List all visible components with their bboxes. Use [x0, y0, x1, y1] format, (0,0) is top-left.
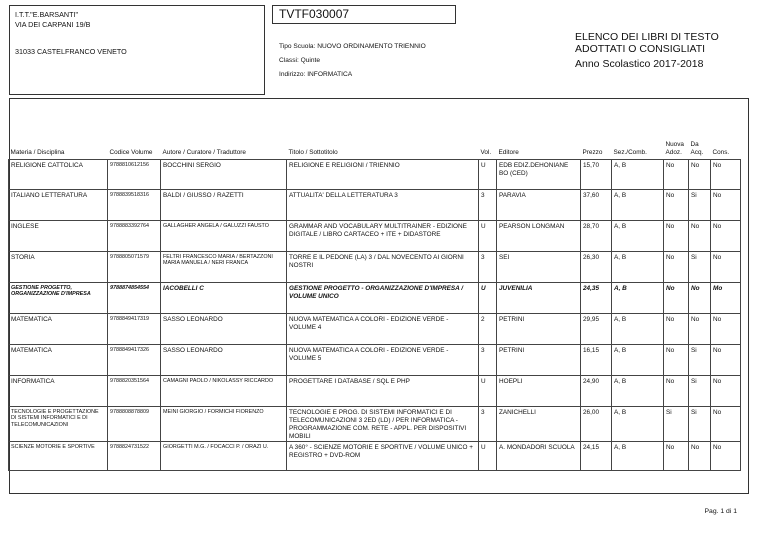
table-cell: 9788820351564: [108, 376, 161, 407]
table-cell: GRAMMAR AND VOCABULARY MULTITRAINER - EDIZIONE DIGITALE / LIBRO CARTACEO + ITE + DIDASTORE: [287, 221, 479, 252]
table-cell: No: [664, 252, 689, 283]
table-cell: INFORMATICA: [9, 376, 108, 407]
table-cell: Si: [689, 190, 711, 221]
table-cell: MATEMATICA: [9, 345, 108, 376]
table-cell: No: [664, 376, 689, 407]
table-cell: No: [664, 190, 689, 221]
table-cell: No: [711, 407, 741, 442]
table-cell: No: [664, 442, 689, 471]
table-cell: PROGETTARE I DATABASE / SQL E PHP: [287, 376, 479, 407]
table-cell: A, B: [612, 190, 664, 221]
table-cell: Mo: [711, 283, 741, 314]
table-cell: No: [664, 221, 689, 252]
header-cell: Materia / Disciplina: [10, 149, 65, 156]
table-cell: Si: [689, 407, 711, 442]
table-cell: 15,70: [581, 160, 612, 190]
header-cell: Vol.: [480, 149, 492, 156]
table-cell: 37,60: [581, 190, 612, 221]
table-cell: No: [711, 160, 741, 190]
table-row: [9, 190, 741, 221]
classi: Classi: Quinte: [279, 57, 321, 64]
table-cell: TECNOLOGIE E PROGETTAZIONE DI SISTEMI INFORMATICI E DI TELECOMUNICAZIONI: [9, 407, 108, 442]
header-cell: Da Acq.: [690, 141, 704, 156]
table-cell: ATTUALITA' DELLA LETTERATURA 3: [287, 190, 479, 221]
table-row: [9, 376, 741, 407]
table-cell: No: [711, 442, 741, 471]
table-cell: 28,70: [581, 221, 612, 252]
table-cell: 2: [479, 314, 497, 345]
table-cell: FELTRI FRANCESCO MARIA / BERTAZZONI MARIA MANUELA / NERI FRANCA: [161, 252, 287, 283]
table-cell: GESTIONE PROGETTO - ORGANIZZAZIONE D'IMPRESA / VOLUME UNICO: [287, 283, 479, 314]
table-cell: PETRINI: [497, 314, 581, 345]
table-cell: 9788874854554: [108, 283, 161, 314]
table-cell: SASSO LEONARDO: [161, 345, 287, 376]
table-cell: No: [689, 283, 711, 314]
table-cell: Si: [689, 252, 711, 283]
table-cell: No: [689, 160, 711, 190]
table-cell: A, B: [612, 221, 664, 252]
table-cell: JUVENILIA: [497, 283, 581, 314]
table-cell: SASSO LEONARDO: [161, 314, 287, 345]
table-row: [9, 252, 741, 283]
table-cell: 9788808878809: [108, 407, 161, 442]
header-cell: Codice Volume: [109, 149, 153, 156]
table-cell: NUOVA MATEMATICA A COLORI - EDIZIONE VERDE - VOLUME 4: [287, 314, 479, 345]
table-cell: 26,00: [581, 407, 612, 442]
table-cell: BALDI / GIUSSO / RAZETTI: [161, 190, 287, 221]
title-line-1: ELENCO DEI LIBRI DI TESTO: [575, 31, 719, 43]
table-cell: U: [479, 221, 497, 252]
table-cell: 9788849417319: [108, 314, 161, 345]
table-cell: No: [664, 314, 689, 345]
table-cell: PARAVIA: [497, 190, 581, 221]
table-cell: 9788883392764: [108, 221, 161, 252]
table-cell: BOCCHINI SERGIO: [161, 160, 287, 190]
table-cell: No: [711, 252, 741, 283]
table-cell: Si: [689, 345, 711, 376]
table-cell: 3: [479, 345, 497, 376]
school-name: I.T.T."E.BARSANTI": [15, 10, 79, 19]
table-cell: HOEPLI: [497, 376, 581, 407]
table-cell: ITALIANO LETTERATURA: [9, 190, 108, 221]
table-cell: RELIGIONE E RELIGIONI / TRIENNIO: [287, 160, 479, 190]
table-cell: No: [664, 345, 689, 376]
school-year: Anno Scolastico 2017-2018: [575, 58, 704, 70]
table-row: [9, 283, 741, 314]
table-cell: A. MONDADORI SCUOLA: [497, 442, 581, 471]
table-cell: U: [479, 376, 497, 407]
table-cell: STORIA: [9, 252, 108, 283]
table-cell: 9788839518316: [108, 190, 161, 221]
table-cell: No: [711, 376, 741, 407]
indirizzo: Indirizzo: INFORMATICA: [279, 71, 353, 78]
table-cell: IACOBELLI C: [161, 283, 287, 314]
table-row: [9, 314, 741, 345]
table-cell: No: [689, 221, 711, 252]
table-cell: 24,15: [581, 442, 612, 471]
header-cell: Sez./Comb.: [613, 149, 647, 156]
table-cell: 3: [479, 252, 497, 283]
table-cell: Si: [664, 407, 689, 442]
table-cell: U: [479, 283, 497, 314]
table-cell: NUOVA MATEMATICA A COLORI - EDIZIONE VERDE - VOLUME 5: [287, 345, 479, 376]
table-cell: RELIGIONE CATTOLICA: [9, 160, 108, 190]
table-cell: A, B: [612, 442, 664, 471]
school-meta: [279, 40, 426, 82]
table-cell: A, B: [612, 160, 664, 190]
table-cell: EDB EDIZ.DEHONIANE BO (CED): [497, 160, 581, 190]
table-cell: 9788849417326: [108, 345, 161, 376]
table-cell: MATEMATICA: [9, 314, 108, 345]
table-cell: A, B: [612, 314, 664, 345]
table-cell: TORRE E IL PEDONE (LA) 3 / DAL NOVECENTO AI GIORNI NOSTRI: [287, 252, 479, 283]
table-cell: 9788810612156: [108, 160, 161, 190]
table-cell: PEARSON LONGMAN: [497, 221, 581, 252]
table-cell: No: [664, 160, 689, 190]
table-cell: CAMAGNI PAOLO / NIKOLASSY RICCARDO: [161, 376, 287, 407]
table-cell: ZANICHELLI: [497, 407, 581, 442]
table-cell: A, B: [612, 252, 664, 283]
table-cell: 16,15: [581, 345, 612, 376]
table-cell: 3: [479, 190, 497, 221]
page-number: Pag. 1 di 1: [704, 508, 737, 515]
table-cell: GESTIONE PROGETTO, ORGANIZZAZIONE D'IMPRESA: [9, 283, 108, 314]
table-cell: 3: [479, 407, 497, 442]
table-cell: GALLAGHER ANGELA / GALUZZI FAUSTO: [161, 221, 287, 252]
table-cell: No: [689, 442, 711, 471]
table-cell: A, B: [612, 407, 664, 442]
school-address: VIA DEI CARPANI 19/B: [15, 20, 91, 29]
table-cell: MEINI GIORGIO / FORMICHI FIORENZO: [161, 407, 287, 442]
school-info-box: [9, 5, 265, 95]
table-row: [9, 160, 741, 190]
header-cell: Prezzo: [582, 149, 603, 156]
tipo-scuola: Tipo Scuola: NUOVO ORDINAMENTO TRIENNIO: [279, 43, 426, 50]
table-cell: U: [479, 442, 497, 471]
table-cell: U: [479, 160, 497, 190]
table-row: [9, 345, 741, 376]
table-row: [9, 407, 741, 442]
table-cell: GIORGETTI M.G. / FOCACCI P. / ORAZI U.: [161, 442, 287, 471]
table-cell: No: [711, 221, 741, 252]
school-city: 31033 CASTELFRANCO VENETO: [15, 47, 127, 56]
table-cell: PETRINI: [497, 345, 581, 376]
table-header-row: [9, 137, 741, 160]
table-cell: SCIENZE MOTORIE E SPORTIVE: [9, 442, 108, 471]
table-cell: 29,95: [581, 314, 612, 345]
table-cell: 9788805071579: [108, 252, 161, 283]
table-row: [9, 221, 741, 252]
table-cell: No: [711, 314, 741, 345]
header-cell: Editore: [498, 149, 519, 156]
table-cell: No: [711, 190, 741, 221]
table-cell: No: [711, 345, 741, 376]
table-cell: 24,90: [581, 376, 612, 407]
table-cell: Si: [689, 376, 711, 407]
table-cell: INGLESE: [9, 221, 108, 252]
table-cell: SEI: [497, 252, 581, 283]
header-cell: Autore / Curatore / Traduttore: [162, 149, 246, 156]
table-cell: No: [689, 314, 711, 345]
table-cell: A, B: [612, 376, 664, 407]
table-cell: A 360° - SCIENZE MOTORIE E SPORTIVE / VOLUME UNICO + REGISTRO + DVD-ROM: [287, 442, 479, 471]
header-cell: Cons.: [712, 149, 730, 156]
header-cell: Titolo / Sottotitolo: [288, 149, 338, 156]
table-cell: A, B: [612, 283, 664, 314]
table-cell: 9788824731522: [108, 442, 161, 471]
book-table: [8, 137, 741, 471]
school-code: TVTF030007: [272, 5, 456, 24]
table-cell: 24,35: [581, 283, 612, 314]
table-cell: TECNOLOGIE E PROG. DI SISTEMI INFORMATICI E DI TELECOMUNICAZIONI 3 2ED (LD) / PER INFORMATICA - PROGRAMMAZIONE COM. RETE - APPL. PER DISPOSITIVI MOBILI: [287, 407, 479, 442]
header-cell: Nuova Adoz.: [665, 141, 684, 156]
document-title: [575, 31, 719, 70]
table-cell: No: [664, 283, 689, 314]
table-row: [9, 442, 741, 471]
title-line-2: ADOTTATI O CONSIGLIATI: [575, 43, 706, 55]
table-cell: 26,30: [581, 252, 612, 283]
table-cell: A, B: [612, 345, 664, 376]
